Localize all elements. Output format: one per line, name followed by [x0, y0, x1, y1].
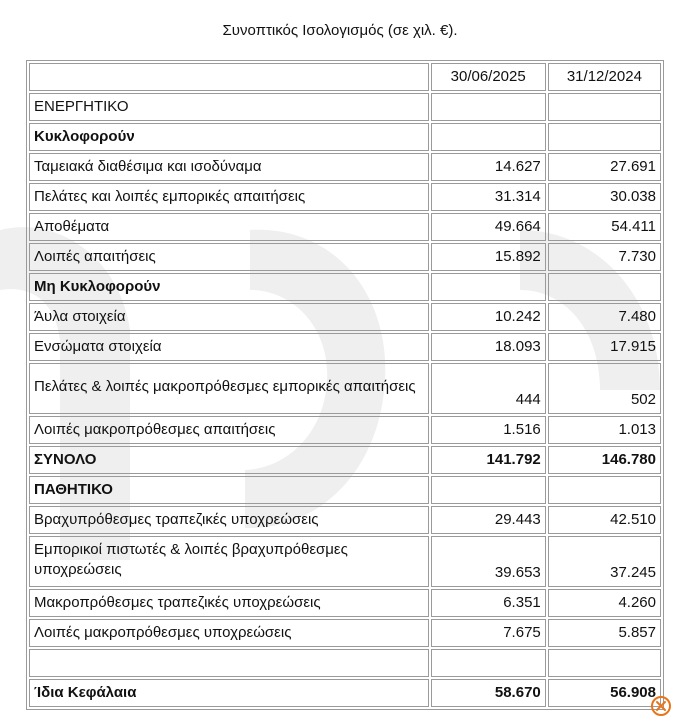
row-label: ΕΝΕΡΓΗΤΙΚΟ [29, 93, 429, 121]
table-row [29, 589, 661, 617]
row-value-2024: 146.780 [548, 446, 661, 474]
balance-sheet-table [26, 60, 664, 710]
header-cell-label [29, 63, 429, 91]
zoom-icon[interactable] [650, 695, 672, 717]
row-label: Βραχυπρόθεσμες τραπεζικές υποχρεώσεις [29, 506, 429, 534]
row-value-2024: 37.245 [548, 536, 661, 587]
table-row [29, 416, 661, 444]
row-value-2024 [548, 476, 661, 504]
row-value-2025: 14.627 [431, 153, 546, 181]
row-value-2025: 444 [431, 363, 546, 414]
table-row [29, 153, 661, 181]
table-row [29, 123, 661, 151]
table-row [29, 619, 661, 647]
row-value-2025: 15.892 [431, 243, 546, 271]
row-label: Λοιπές απαιτήσεις [29, 243, 429, 271]
row-value-2025: 39.653 [431, 536, 546, 587]
row-value-2025 [431, 476, 546, 504]
table-row [29, 213, 661, 241]
row-value-2024 [548, 273, 661, 301]
row-value-2025: 6.351 [431, 589, 546, 617]
row-value-2025: 141.792 [431, 446, 546, 474]
row-value-2024 [548, 123, 661, 151]
row-value-2025 [431, 649, 546, 677]
row-label: Ενσώματα στοιχεία [29, 333, 429, 361]
row-label: Εμπορικοί πιστωτές & λοιπές βραχυπρόθεσμες υποχρεώσεις [29, 536, 429, 587]
table-row [29, 536, 661, 587]
table-row [29, 303, 661, 331]
row-value-2025: 10.242 [431, 303, 546, 331]
row-value-2024: 4.260 [548, 589, 661, 617]
row-value-2024: 502 [548, 363, 661, 414]
table-row [29, 93, 661, 121]
row-value-2025: 49.664 [431, 213, 546, 241]
table-row-equity [29, 679, 661, 707]
table-row [29, 363, 661, 414]
row-label: Μακροπρόθεσμες τραπεζικές υποχρεώσεις [29, 589, 429, 617]
row-value-2024: 7.480 [548, 303, 661, 331]
row-value-2025: 31.314 [431, 183, 546, 211]
row-value-2024 [548, 93, 661, 121]
row-value-2024: 5.857 [548, 619, 661, 647]
row-label: Άυλα στοιχεία [29, 303, 429, 331]
row-label: Αποθέματα [29, 213, 429, 241]
row-value-2024: 17.915 [548, 333, 661, 361]
row-label: ΣΥΝΟΛΟ [29, 446, 429, 474]
table-row-total [29, 446, 661, 474]
row-value-2025: 1.516 [431, 416, 546, 444]
table-row [29, 273, 661, 301]
row-value-2024: 30.038 [548, 183, 661, 211]
table-row [29, 243, 661, 271]
row-value-2025: 29.443 [431, 506, 546, 534]
row-value-2024: 27.691 [548, 153, 661, 181]
row-value-2024: 56.908 [548, 679, 661, 707]
row-value-2024: 42.510 [548, 506, 661, 534]
row-value-2025: 18.093 [431, 333, 546, 361]
table-row [29, 183, 661, 211]
row-label: Πελάτες και λοιπές εμπορικές απαιτήσεις [29, 183, 429, 211]
row-label: ΠΑΘΗΤΙΚΟ [29, 476, 429, 504]
row-label: Ίδια Κεφάλαια [29, 679, 429, 707]
table-row [29, 506, 661, 534]
row-value-2025: 58.670 [431, 679, 546, 707]
table-header-row [29, 63, 661, 91]
row-value-2024: 1.013 [548, 416, 661, 444]
header-cell-2024: 31/12/2024 [548, 63, 661, 91]
row-value-2025 [431, 93, 546, 121]
row-value-2025 [431, 123, 546, 151]
table-row-empty [29, 649, 661, 677]
row-label [29, 649, 429, 677]
row-value-2024: 7.730 [548, 243, 661, 271]
row-value-2024: 54.411 [548, 213, 661, 241]
table-row [29, 476, 661, 504]
row-label: Πελάτες & λοιπές μακροπρόθεσμες εμπορικές απαιτήσεις [29, 363, 429, 414]
page-title: Συνοπτικός Ισολογισμός (σε χιλ. €). [222, 22, 458, 39]
table-row [29, 333, 661, 361]
row-label: Μη Κυκλοφορούν [29, 273, 429, 301]
row-label: Ταμειακά διαθέσιμα και ισοδύναμα [29, 153, 429, 181]
row-label: Λοιπές μακροπρόθεσμες απαιτήσεις [29, 416, 429, 444]
row-value-2025: 7.675 [431, 619, 546, 647]
row-label: Κυκλοφορούν [29, 123, 429, 151]
row-label: Λοιπές μακροπρόθεσμες υποχρεώσεις [29, 619, 429, 647]
row-value-2024 [548, 649, 661, 677]
header-cell-2025: 30/06/2025 [431, 63, 546, 91]
row-value-2025 [431, 273, 546, 301]
